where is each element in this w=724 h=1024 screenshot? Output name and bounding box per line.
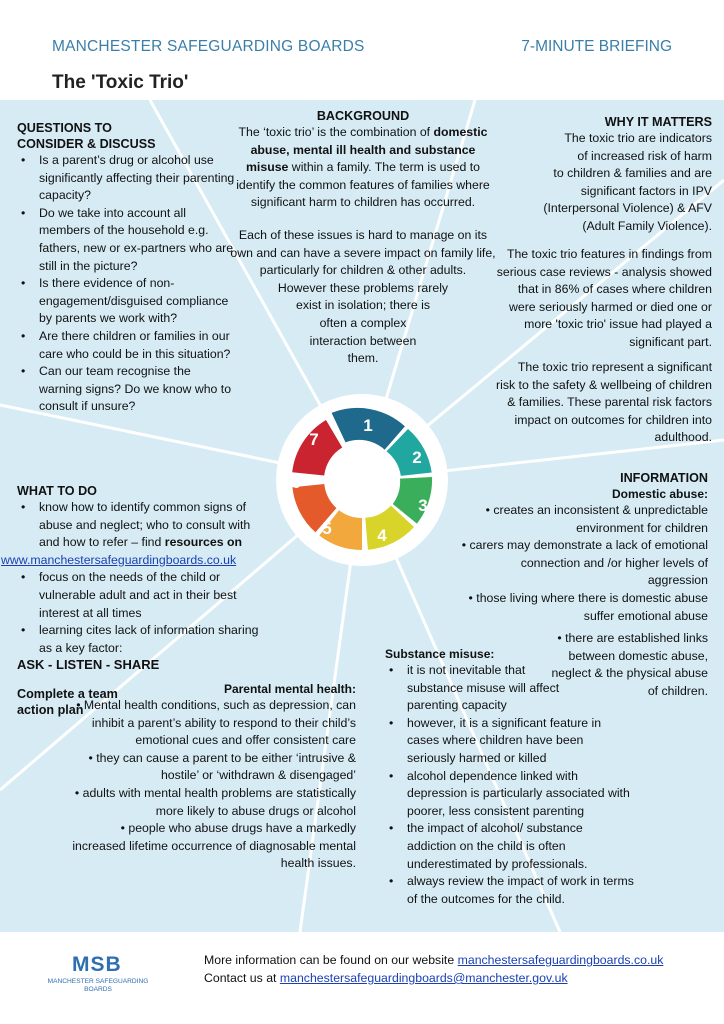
wheel-label-5: 5 (322, 519, 332, 538)
msb-logo: MSB (72, 953, 122, 976)
question-item: • Can our team recognise the warning signs? Do we know who to consult if unsure? (17, 363, 235, 416)
why-heading: WHY IT MATTERS (604, 115, 712, 129)
domestic-abuse-item: • creates an inconsistent & unpredictable environment for children (458, 502, 708, 537)
wheel-label-1: 1 (363, 416, 373, 435)
footer-email-link[interactable]: manchestersafeguardingboards@manchester.gov.uk (279, 971, 568, 985)
questions-section (17, 120, 235, 416)
wheel-label-7: 7 (309, 430, 319, 449)
background-p3-line-3: often a complex (319, 315, 407, 330)
background-p1-text: The ‘toxic trio’ is the combination of (238, 125, 434, 139)
substance-misuse-section (385, 646, 635, 908)
header-org: MANCHESTER SAFEGUARDING BOARDS (52, 38, 365, 55)
why-line-2: of increased risk of harm (577, 148, 712, 163)
domestic-abuse-item: • there are established links between domestic abuse, neglect & the physical abuse of children. (538, 630, 708, 700)
msb-logo-subtitle: MANCHESTER SAFEGUARDING BOARDS (47, 978, 149, 993)
mental-health-item: • Mental health conditions, such as depression, can inhibit a parent’s ability to respond to their child’s emotional cues and offer consistent care (66, 697, 356, 750)
why-paragraph-2: The toxic trio features in findings from serious case reviews - analysis showed that in 86% of cases where children were seriously harmed or died one or more 'toxic trio' issue had played a significant part. (496, 247, 712, 349)
why-line-5: (Interpersonal Violence) & AFV (543, 201, 712, 216)
page-title: The 'Toxic Trio' (52, 72, 189, 93)
why-line-1: The toxic trio are indicators (564, 131, 712, 145)
background-paragraph-1 (228, 124, 498, 212)
wheel-label-3: 3 (418, 496, 428, 515)
what-to-do-item-1-text: know how to identify common signs of abuse and neglect; who to consult with and how to refer – find (39, 500, 251, 550)
wheel-label-2: 2 (412, 448, 422, 467)
header-briefing: 7-MINUTE BRIEFING (521, 38, 672, 55)
footer-contact-line (204, 971, 568, 985)
mental-health-item: • they can cause a parent to be either ‘intrusive & hostile’ or ‘withdrawn & disengaged’ (66, 750, 356, 785)
background-heading: BACKGROUND (316, 109, 410, 123)
what-to-do-item (17, 499, 265, 552)
questions-list (17, 152, 235, 416)
mental-health-section (66, 681, 356, 873)
background-section (228, 108, 498, 368)
what-to-do-list-2 (17, 569, 265, 657)
background-p1-bold: domestic abuse, mental ill health and substance misuse (246, 125, 488, 175)
footer-website-link[interactable]: manchestersafeguardingboards.co.uk (457, 953, 664, 967)
information-heading: INFORMATION (620, 471, 708, 485)
questions-heading-1: QUESTIONS TO (17, 121, 112, 135)
footer-contact-text: Contact us at (204, 971, 280, 985)
resources-link[interactable]: www.manchestersafeguardingboards.co.uk (1, 552, 237, 567)
question-item: • Are there children or families in our care who could be in this situation? (17, 328, 235, 363)
team-plan-line-1: Complete a team (17, 687, 118, 701)
background-p3-line-2: exist in isolation; there is (296, 298, 430, 313)
question-item: • Is there evidence of non-engagement/disguised compliance by parents we work with? (17, 275, 235, 328)
wheel-label-6: 6 (291, 473, 301, 492)
why-line-6: (Adult Family Violence). (582, 218, 712, 233)
mental-health-heading: Parental mental health: (223, 682, 356, 696)
background-p1-rest: within a family. The term is used to identify the common features of families where significant harm to children has occurred. (236, 160, 490, 210)
footer-website-text: More information can be found on our website (204, 953, 458, 967)
substance-item: • always review the impact of work in terms of the outcomes for the child. (385, 873, 635, 908)
team-plan-line-2: action plan (17, 703, 84, 717)
what-to-do-heading: WHAT TO DO (17, 484, 97, 498)
what-to-do-section (1, 483, 265, 673)
mental-health-list (66, 697, 356, 873)
footer-website-line (204, 953, 663, 967)
mental-health-item: • people who abuse drugs have a markedly increased lifetime occurrence of diagnosable mental health issues. (66, 820, 356, 873)
domestic-abuse-list (458, 502, 708, 625)
what-to-do-list (17, 499, 265, 552)
substance-list (385, 662, 635, 908)
what-to-do-item: • focus on the needs of the child or vulnerable adult and act in their best interest at all times (17, 569, 265, 622)
background-paragraph-2: Each of these issues is hard to manage on its own and can have a severe impact on family life, particularly for children & other adults. (230, 227, 496, 278)
what-to-do-item-1-bold: resources on (164, 535, 243, 550)
question-item: • Is a parent’s drug or alcohol use significantly affecting their parenting capacity? (17, 152, 235, 205)
substance-item: • however, it is a significant feature in cases where children have been seriously harmed or killed (385, 715, 635, 768)
domestic-abuse-heading: Domestic abuse: (611, 487, 708, 501)
mental-health-item: • adults with mental health problems are statistically more likely to abuse drugs or alcohol (66, 785, 356, 820)
why-line-3: to children & families and are (553, 166, 712, 181)
domestic-abuse-item: • carers may demonstrate a lack of emotional connection and /or higher levels of aggression (458, 537, 708, 590)
wheel-label-4: 4 (377, 526, 387, 545)
briefing-panel (0, 100, 724, 932)
substance-item: • the impact of alcohol/ substance addiction on the child is often underestimated by professionals. (385, 820, 635, 873)
why-it-matters-section (482, 114, 712, 236)
ask-listen-share: ASK - LISTEN - SHARE (17, 657, 160, 673)
substance-heading: Substance misuse: (385, 647, 495, 661)
why-line-4: significant factors in IPV (580, 183, 712, 198)
what-to-do-item: • learning cites lack of information sharing as a key factor: (17, 622, 265, 657)
background-p3-line-1: However these problems rarely (277, 280, 449, 295)
questions-heading-2: CONSIDER & DISCUSS (17, 137, 156, 151)
background-p3-line-4: interaction between (309, 333, 417, 348)
background-p3-line-5: them. (347, 351, 379, 366)
substance-item: • alcohol dependence linked with depression is particularly associated with poorer, less consistent parenting (385, 768, 635, 821)
question-item: • Do we take into account all members of the household e.g. fathers, new or ex-partners who are still in the picture? (17, 205, 235, 275)
domestic-abuse-item: • those living where there is domestic abuse suffer emotional abuse (458, 590, 708, 625)
substance-item: • it is not inevitable that substance misuse will affect parenting capacity (385, 662, 570, 715)
information-section (458, 470, 708, 625)
why-paragraph-3: The toxic trio represent a significant risk to the safety & wellbeing of children & families. These parental risk factors impact on outcomes for children into adulthood. (496, 360, 712, 445)
